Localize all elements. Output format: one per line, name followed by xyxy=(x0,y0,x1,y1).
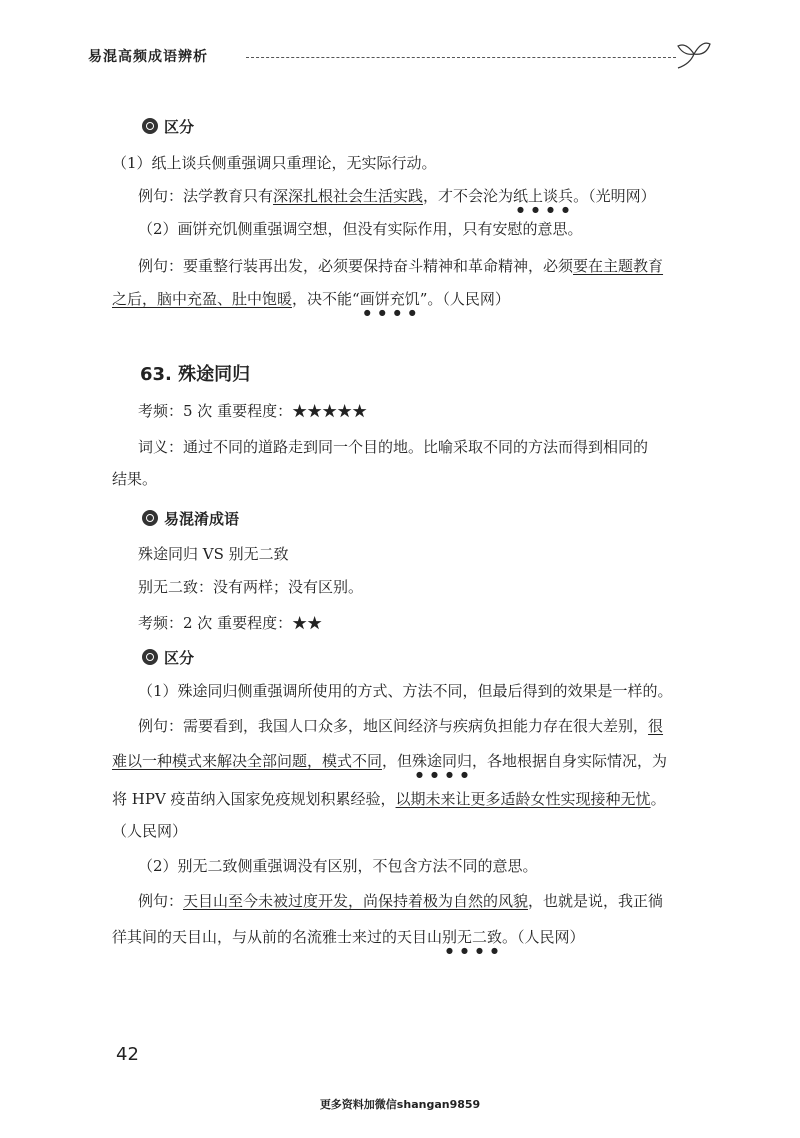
example-sentence: 例句：天目山至今未被过度开发，尚保持着极为自然的风貌，也就是说，我正徜 xyxy=(138,892,664,910)
meaning: 词义：通过不同的道路走到同一个目的地。比喻采取不同的方法而得到相同的 xyxy=(138,438,649,456)
source: （人民网） xyxy=(112,822,188,840)
paragraph: （1）纸上谈兵侧重强调只重理论，无实际行动。 xyxy=(112,154,437,172)
definition: 别无二致：没有两样；没有区别。 xyxy=(138,578,364,596)
example-sentence-cont: 之后，脑中充盈、肚中饱暖，决不能“画饼充饥”。（人民网） xyxy=(112,290,510,308)
frequency-line: 考频：5 次 重要程度：★★★★★ xyxy=(138,402,368,420)
example-sentence: 例句：需要看到，我国人口众多，地区间经济与疾病负担能力存在很大差别，很 xyxy=(138,717,664,735)
section-distinguish-1: 区分 xyxy=(142,116,194,138)
idiom-pair: 殊途同归 VS 别无二致 xyxy=(138,545,289,563)
flower-badge-icon xyxy=(142,649,158,665)
importance-stars: ★★★★★ xyxy=(292,402,368,420)
paragraph: （2）别无二致侧重强调没有区别，不包含方法不同的意思。 xyxy=(138,857,538,875)
example-sentence-cont: 将 HPV 疫苗纳入国家免疫规划积累经验，以期未来让更多适龄女性实现接种无忧。 xyxy=(112,790,666,808)
section-distinguish-2: 区分 xyxy=(142,647,194,669)
example-sentence: 例句：要重整行装再出发，必须要保持奋斗精神和革命精神，必须要在主题教育 xyxy=(138,257,664,275)
example-sentence: 例句：法学教育只有深深扎根社会生活实践，才不会沦为纸上谈兵。（光明网） xyxy=(138,187,656,205)
sprout-icon xyxy=(674,34,714,74)
footer-note: 更多资料加微信shangan9859 xyxy=(319,1098,481,1111)
flower-badge-icon xyxy=(142,510,158,526)
meaning-cont: 结果。 xyxy=(112,470,158,488)
flower-badge-icon xyxy=(142,118,158,134)
importance-stars: ★★ xyxy=(292,614,323,632)
header-rule xyxy=(246,57,676,58)
page-number: 42 xyxy=(116,1044,139,1065)
book-title: 易混高频成语辨析 xyxy=(88,49,208,65)
section-confusable: 易混淆成语 xyxy=(142,508,239,530)
example-sentence-cont: 徉其间的天目山，与从前的名流雅士来过的天目山别无二致。（人民网） xyxy=(112,928,585,946)
example-sentence-cont: 难以一种模式来解决全部问题，模式不同，但殊途同归，各地根据自身实际情况，为 xyxy=(112,752,668,770)
frequency-line: 考频：2 次 重要程度：★★ xyxy=(138,614,323,632)
running-head xyxy=(88,46,708,70)
idiom-heading: 63. 殊途同归 xyxy=(140,364,251,385)
paragraph: （1）殊途同归侧重强调所使用的方式、方法不同，但最后得到的效果是一样的。 xyxy=(138,682,673,700)
paragraph: （2）画饼充饥侧重强调空想，但没有实际作用，只有安慰的意思。 xyxy=(138,220,583,238)
